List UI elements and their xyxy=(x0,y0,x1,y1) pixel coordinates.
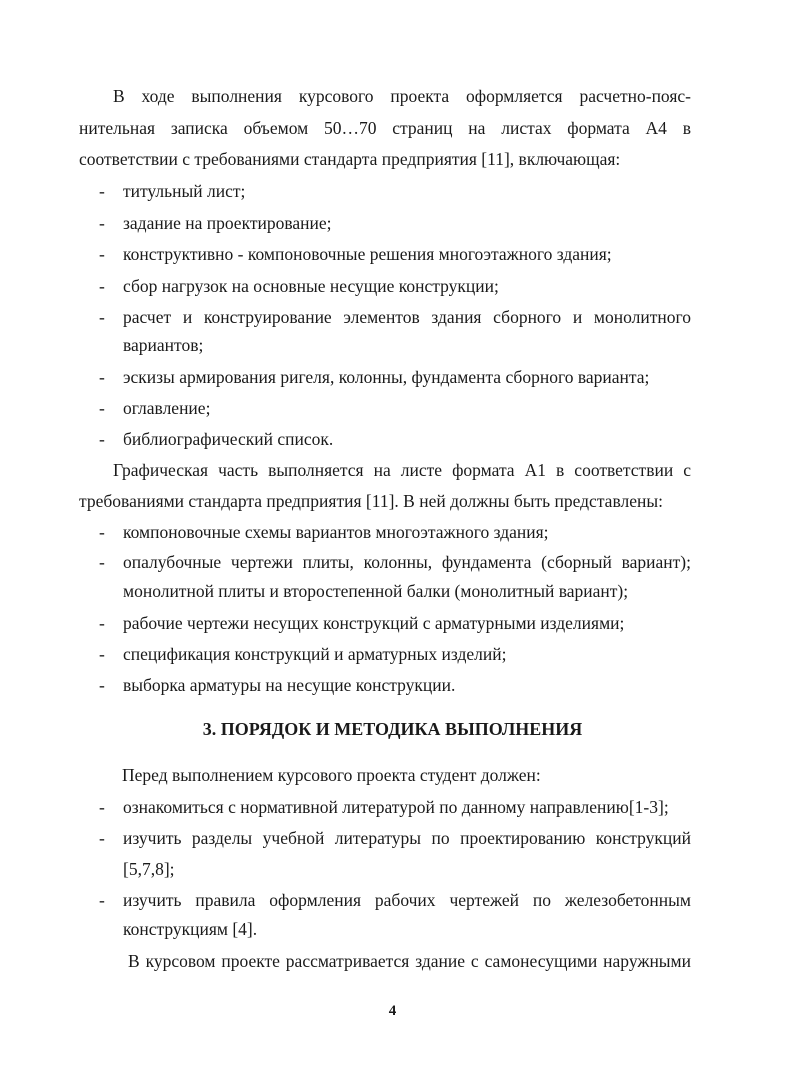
list-item: изучить правила оформления рабочих чертежей по железобетонным xyxy=(123,890,691,910)
list-item-continuation: вариантов; xyxy=(123,335,204,355)
list-item: ознакомиться с нормативной литературой по данному направлению[1-3]; xyxy=(123,797,669,817)
closing-line-1: В курсовом проекте рассматривается здание с самонесущими наружными xyxy=(128,951,691,971)
intro-line-3: соответствии с требованиями стандарта предприятия [11], включающая: xyxy=(79,149,621,169)
list-item: конструктивно - компоновочные решения многоэтажного здания; xyxy=(123,244,612,264)
list-bullet-dash: - xyxy=(99,429,105,449)
intro-line-1: В ходе выполнения курсового проекта оформляется расчетно-пояс- xyxy=(113,86,691,106)
section-intro: Перед выполнением курсового проекта студент должен: xyxy=(122,765,541,785)
list-bullet-dash: - xyxy=(99,276,105,296)
list-item: изучить разделы учебной литературы по проектированию конструкций xyxy=(123,828,691,848)
list-bullet-dash: - xyxy=(99,307,105,327)
list-bullet-dash: - xyxy=(99,613,105,633)
list-item: расчет и конструирование элементов здания сборного и монолитного xyxy=(123,307,691,327)
list-item: задание на проектирование; xyxy=(123,213,332,233)
list-bullet-dash: - xyxy=(99,181,105,201)
list-bullet-dash: - xyxy=(99,522,105,542)
list-bullet-dash: - xyxy=(99,828,105,848)
list-item-continuation: монолитной плиты и второстепенной балки (монолитный вариант); xyxy=(123,581,629,601)
list-item: библиографический список. xyxy=(123,429,334,449)
list-item: спецификация конструкций и арматурных изделий; xyxy=(123,644,507,664)
graphic-line-2: требованиями стандарта предприятия [11]. В ней должны быть представлены: xyxy=(79,491,663,511)
list-item: оглавление; xyxy=(123,398,211,418)
list-bullet-dash: - xyxy=(99,398,105,418)
list-item: титульный лист; xyxy=(123,181,246,201)
graphic-line-1: Графическая часть выполняется на листе формата А1 в соответствии с xyxy=(113,460,691,480)
list-item-continuation: [5,7,8]; xyxy=(123,859,175,879)
list-bullet-dash: - xyxy=(99,644,105,664)
list-item: выборка арматуры на несущие конструкции. xyxy=(123,675,456,695)
intro-line-2: нительная записка объемом 50…70 страниц на листах формата А4 в xyxy=(79,118,691,138)
list-bullet-dash: - xyxy=(99,213,105,233)
page-number: 4 xyxy=(388,1003,397,1019)
list-item: компоновочные схемы вариантов многоэтажного здания; xyxy=(123,522,549,542)
list-item: рабочие чертежи несущих конструкций с арматурными изделиями; xyxy=(123,613,625,633)
list-bullet-dash: - xyxy=(99,797,105,817)
list-item: опалубочные чертежи плиты, колонны, фундамента (сборный вариант); xyxy=(123,552,691,572)
list-item: сбор нагрузок на основные несущие конструкции; xyxy=(123,276,499,296)
list-bullet-dash: - xyxy=(99,890,105,910)
list-bullet-dash: - xyxy=(99,675,105,695)
list-item-continuation: конструкциям [4]. xyxy=(123,919,258,939)
list-bullet-dash: - xyxy=(99,244,105,264)
list-item: эскизы армирования ригеля, колонны, фундамента сборного варианта; xyxy=(123,367,650,387)
section-heading: 3. ПОРЯДОК И МЕТОДИКА ВЫПОЛНЕНИЯ xyxy=(202,719,583,739)
list-bullet-dash: - xyxy=(99,552,105,572)
list-bullet-dash: - xyxy=(99,367,105,387)
